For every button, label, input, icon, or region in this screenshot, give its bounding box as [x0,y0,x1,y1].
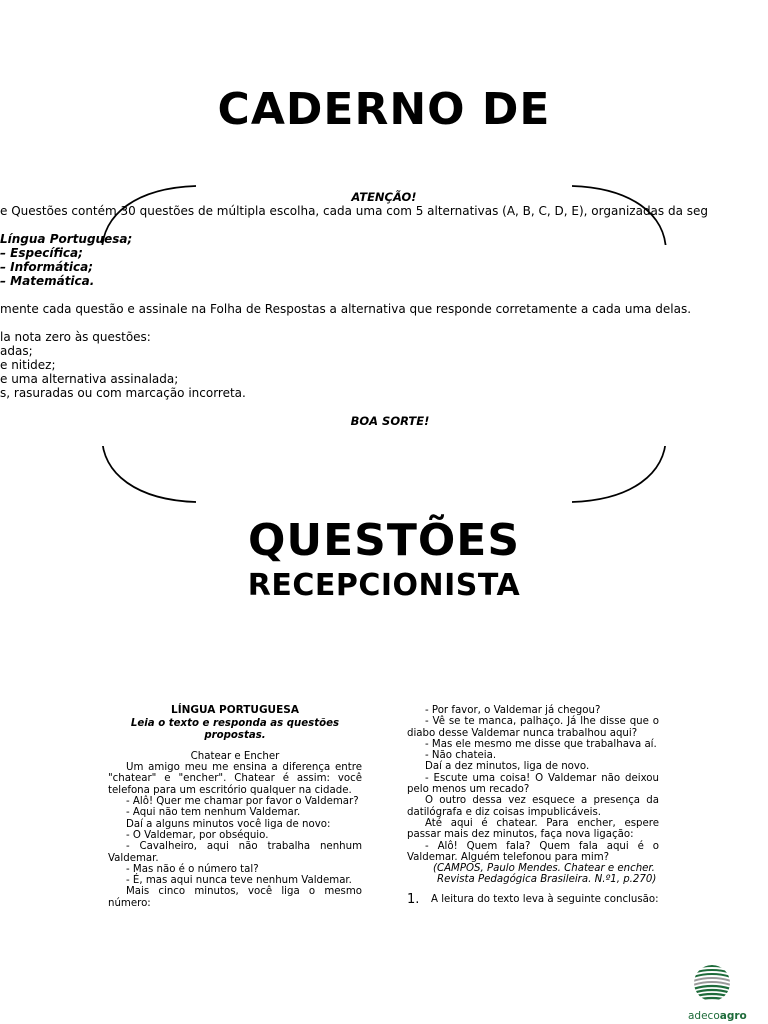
text-paragraph: Mais cinco minutos, você liga o mesmo número: [108,886,362,909]
question-1 [407,891,659,907]
text-paragraph: - Aqui não tem nenhum Valdemar. [126,807,301,819]
zero-item: s, rasuradas ou com marcação incorreta. [0,386,246,400]
reading-instruction: Leia o texto e responda as questões propostas. [130,718,340,741]
section-title: QUESTÕES [247,515,521,566]
text-paragraph: - Mas ele mesmo me disse que trabalhava aí. [425,738,657,750]
text-paragraph: O outro dessa vez esquece a presença da datilógrafa e diz coisas impublicáveis. [407,795,659,818]
text-paragraph: - Escute uma coisa! O Valdemar não deixou pelo menos um recado? [407,772,659,796]
section-subtitle: RECEPCIONISTA [247,568,521,603]
zero-item: adas; [0,344,33,358]
text-paragraph: - Por favor, o Valdemar já chegou? [425,705,601,716]
text-paragraph: Até aqui é chatear. Para encher, espere passar mais dez minutos, faça nova ligação: [407,817,659,841]
question-number: 1. [407,891,420,907]
citation: Revista Pedagógica Brasileira. N.º1, p.270) [437,874,657,886]
attention-heading: ATENÇÃO! [351,190,417,204]
attention-intro: e Questões contém 30 questões de múltipla escolha, cada uma com 5 alternativas (A, B, C, D, E), organizadas da seg [0,204,709,218]
subject-item: – Matemática. [0,274,95,288]
left-column [108,705,362,909]
text-title: Chatear e Encher [190,750,280,762]
text-paragraph: - Alô! Quem fala? Quem fala aqui é o Valdemar. Alguém telefonou para mim? [407,840,659,863]
subject-heading: LÍNGUA PORTUGUESA [171,704,299,716]
company-logo [688,964,747,1022]
subject-item: – Específica; [0,246,83,260]
text-paragraph: - Mas não é o número tal? [126,863,259,875]
subject-item: Língua Portuguesa; [0,232,133,246]
adecoagro-logo-icon [688,964,736,1002]
attention-box [101,184,667,504]
text-paragraph: - Alô! Quer me chamar por favor o Valdemar? [126,796,359,808]
logo-text [688,1010,747,1022]
right-column [407,705,659,905]
citation: (CAMPOS, Paulo Mendes. Chatear e encher. [433,863,655,875]
text-paragraph: - É, mas aqui nunca teve nenhum Valdemar. [126,875,352,887]
text-paragraph: - Cavalheiro, aqui não trabalha nenhum Valdemar. [108,841,362,864]
text-paragraph: Daí a dez minutos, liga de novo. [425,761,590,773]
attention-instruction: mente cada questão e assinale na Folha de Respostas a alternativa que responde corretamente a cada uma delas. [0,302,692,316]
text-paragraph: Um amigo meu me ensina a diferença entre "chatear" e "encher". Chatear é assim: você telefona para um escritório qualquer na cidade. [108,762,362,796]
text-paragraph: - Não chateia. [425,750,497,762]
subject-item: – Informática; [0,260,94,274]
text-paragraph: - Vê se te manca, palhaço. Já lhe disse que o diabo desse Valdemar nunca trabalhou aqui? [407,716,659,739]
zero-item: e nitidez; [0,358,56,372]
text-paragraph: - O Valdemar, por obséquio. [126,829,269,841]
zero-item: e uma alternativa assinalada; [0,372,179,386]
logo-text-b: agro [719,1010,747,1022]
question-text: A leitura do texto leva à seguinte conclusão: [431,893,659,905]
text-paragraph: Daí a alguns minutos você liga de novo: [126,818,331,830]
closing-message: BOA SORTE! [350,414,430,428]
zero-intro: la nota zero às questões: [0,330,151,344]
logo-text-a: adeco [688,1010,720,1022]
page-title: CADERNO DE [217,84,551,135]
